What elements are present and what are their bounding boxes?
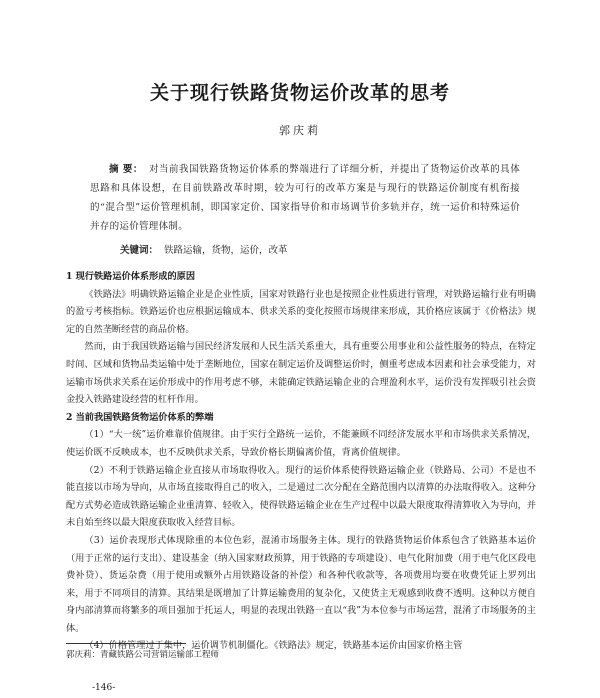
paragraph: （2）不利于铁路运输企业直接从市场取得收入。现行的运价体系使得铁路运输企业（铁路局、公司）不是也不能直接以市场为导向，从市场直接取得自己的收入，二是通过二次分配在全路范围内以清算的办法取得收入。这种分配方式势必造成铁路运输企业重清算、轻收入，使得铁路运输企业在生产过程中以最大限度取得清算收入为导向，并未自始至终以最大限度获取收入经营目标。 bbox=[66, 464, 536, 529]
keywords-text: 铁路运输，货物，运价，改革 bbox=[164, 245, 288, 256]
footnote-divider bbox=[66, 643, 186, 644]
page-number: -146- bbox=[92, 683, 116, 693]
paragraph: （3）运价表现形式体现除重的本位色彩，混淆市场服务主体。现行的铁路货物运价体系包含了铁路基本运价（用于正常的运行支出）、建设基金（纳入国家财政预算，用于铁路的专项建设）、电气化附加费（用于电气化区段电费补贷）、货运杂费（用于使用或额外占用铁路设备的补偿）和各种代收款等，各项费用均要在收费凭证上罗列出来，用于不同项目的清算。其结果是既增加了计算运输费用的复杂化，又使货主无观感到收费不透明。这种以方便自身内部清算而将繁多的项目强加于托运人，明显的表现出铁路一直以“我”为本位参与市场运营，混淆了市场服务的主体。 bbox=[66, 534, 536, 634]
paragraph: 《铁路法》明确铁路运输企业是企业性质，国家对铁路行业也是按照企业性质进行管理，对铁路运输行业有明确的盈亏考核指标。铁路运价也应根据运输成本、供求关系的变化按照市场规律来形成，其价格应该属于《价格法》规定的自然垄断经营的商品价格。 bbox=[66, 288, 536, 335]
body-text bbox=[66, 268, 536, 655]
author-name: 郭庆莉 bbox=[279, 124, 321, 137]
author-footnote: 郭庆莉：青藏铁路公司营销运输部工程师 bbox=[66, 650, 220, 660]
paragraph: （4）价格管理过于集中，运价调节机制僵化。《铁路法》规定，铁路基本运价由国家价格主管 bbox=[84, 640, 463, 652]
keywords bbox=[120, 241, 520, 260]
section-heading-2: 2 当前我国铁路货物运价体系的弊端 bbox=[66, 411, 214, 423]
paragraph: 然而，由于我国铁路运输与国民经济发展和人民生活关系重大，具有重要公用事业和公益性服务的特点，在特定时间、区域和货物品类运输中处于垄断地位，国家在制定运价及调整运价时，侧重考虑成本因素和社会承受能力，对运输市场供求关系在运价形成中的作用考虑不够，未能确定铁路运输企业的合理盈利水平，运价没有发挥吸引社会资金投入铁路建设经营的杠杆作用。 bbox=[66, 341, 536, 406]
keywords-label: 关键词： bbox=[120, 245, 159, 256]
paper-title: 关于现行铁路货物运价改革的思考 bbox=[149, 82, 450, 104]
paragraph: （1）“大一统”运价难靠价值规律。由于实行全路统一运价，不能兼顾不同经济发展水平和市场供求关系情况，使运价既不反映成本，也不反映供求关系，导致价格长期偏离价值，背离价值规律。 bbox=[66, 429, 536, 458]
abstract bbox=[90, 160, 520, 236]
abstract-label: 摘 要： bbox=[109, 164, 143, 175]
abstract-text: 对当前我国铁路货物运价体系的弊端进行了详细分析，并提出了货物运价改革的具体思路和具体设想，在目前铁路改革时期，较为可行的改革方案是与现行的铁路运价制度有机衔接的“混合型”运价管理机制，即国家定价、国家指导价和市场调节价多轨并存，统一运价和特殊运价并存的运价管理体制。 bbox=[90, 164, 520, 232]
section-heading-1: 1 现行铁路运价体系形成的原因 bbox=[66, 271, 196, 282]
